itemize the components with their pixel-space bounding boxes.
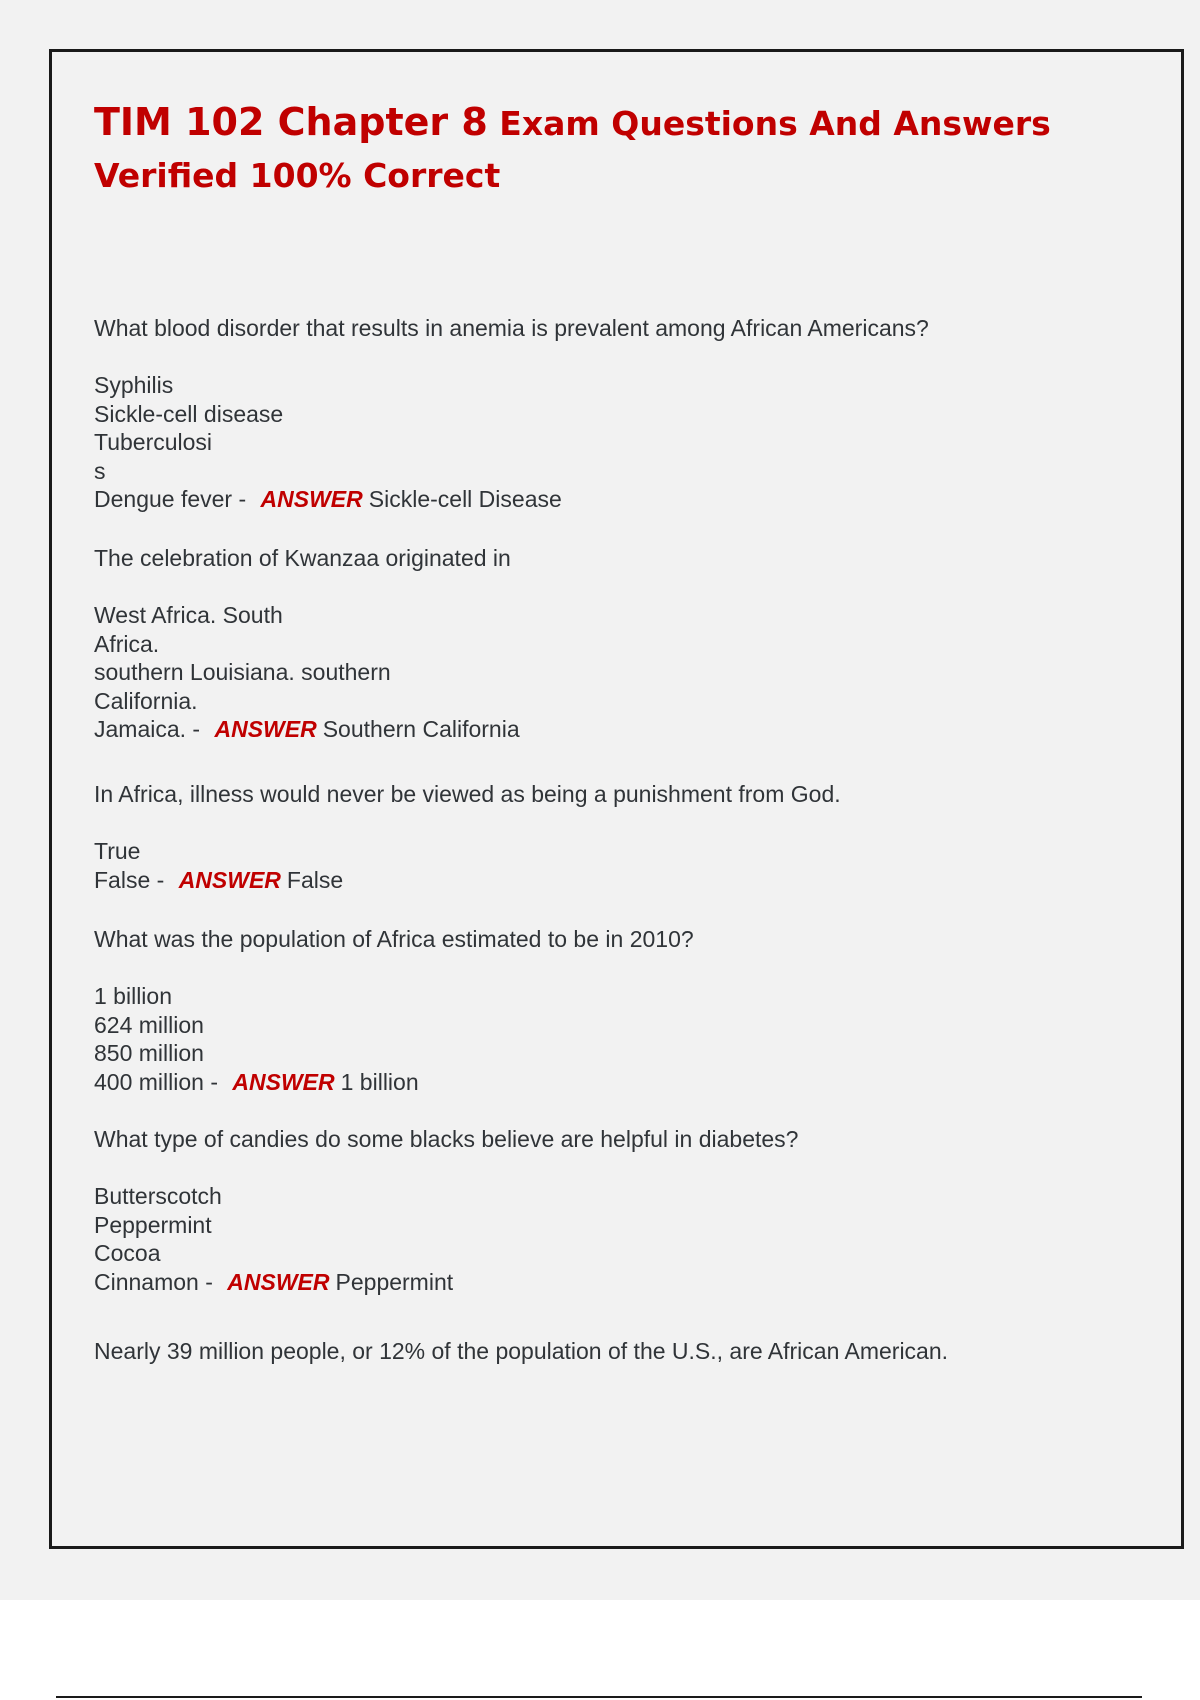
question-block <box>94 313 929 514</box>
answer-line <box>94 715 520 744</box>
question-block <box>94 1336 948 1366</box>
options-list <box>94 982 694 1096</box>
options-list <box>94 837 841 894</box>
question-block <box>94 1124 798 1296</box>
question-block <box>94 543 520 744</box>
answer-line <box>94 485 929 514</box>
question-text: What was the population of Africa estimated to be in 2010? <box>94 926 694 952</box>
answer-label: ANSWER <box>227 1268 330 1295</box>
answer-text: Peppermint <box>335 1268 454 1295</box>
option-item: Cinnamon - <box>94 1268 220 1295</box>
question-text: What type of candies do some blacks believe are helpful in diabetes? <box>94 1126 799 1152</box>
answer-text: False <box>286 866 344 893</box>
answer-label: ANSWER <box>214 716 317 742</box>
footer-divider <box>56 1696 1142 1698</box>
option-item: Syphilis <box>94 372 174 398</box>
option-item: Cocoa <box>94 1240 161 1266</box>
question-text: In Africa, illness would never be viewed as being a punishment from God. <box>94 781 841 807</box>
answer-line <box>94 1068 694 1097</box>
option-item: 624 million <box>94 1011 204 1038</box>
title-verified: Verified 100% Correct <box>94 156 501 195</box>
answer-label: ANSWER <box>178 866 281 893</box>
question-block <box>94 779 841 894</box>
answer-line <box>94 1268 798 1297</box>
option-item: Dengue fever - <box>94 486 253 512</box>
answer-text: 1 billion <box>340 1068 419 1095</box>
option-item: False - <box>94 866 171 893</box>
document-content <box>94 96 1094 1364</box>
question-block <box>94 924 694 1096</box>
question-text: What blood disorder that results in anemia is prevalent among African Americans? <box>94 315 929 341</box>
option-item: Peppermint <box>94 1211 212 1238</box>
option-item: Tuberculosi <box>94 429 213 455</box>
title-subtitle: Exam Questions And Answers <box>499 104 1051 143</box>
option-item: southern Louisiana. southern <box>94 659 391 685</box>
question-text: Nearly 39 million people, or 12% of the population of the U.S., are African American. <box>94 1338 949 1364</box>
answer-label: ANSWER <box>260 486 363 512</box>
title-course: TIM 102 Chapter 8 <box>94 100 488 144</box>
option-item: Africa. <box>94 630 160 657</box>
option-item: 1 billion <box>94 983 172 1009</box>
answer-line <box>94 866 841 895</box>
question-text: The celebration of Kwanzaa originated in <box>94 545 511 571</box>
option-item: Sickle-cell disease <box>94 400 284 427</box>
option-item: True <box>94 838 141 864</box>
option-item: 400 million - <box>94 1068 225 1095</box>
options-list <box>94 601 520 744</box>
option-item: 850 million <box>94 1040 204 1066</box>
option-item: California. <box>94 687 198 714</box>
answer-text: Southern California <box>322 716 520 742</box>
option-item: Jamaica. - <box>94 716 207 742</box>
answer-text: Sickle-cell Disease <box>368 486 562 512</box>
answer-label: ANSWER <box>232 1068 335 1095</box>
options-list <box>94 1182 798 1296</box>
document-title <box>94 96 1094 202</box>
option-item: Butterscotch <box>94 1183 222 1209</box>
options-list <box>94 371 929 514</box>
option-item: s <box>94 457 106 484</box>
option-item: West Africa. South <box>94 602 283 628</box>
